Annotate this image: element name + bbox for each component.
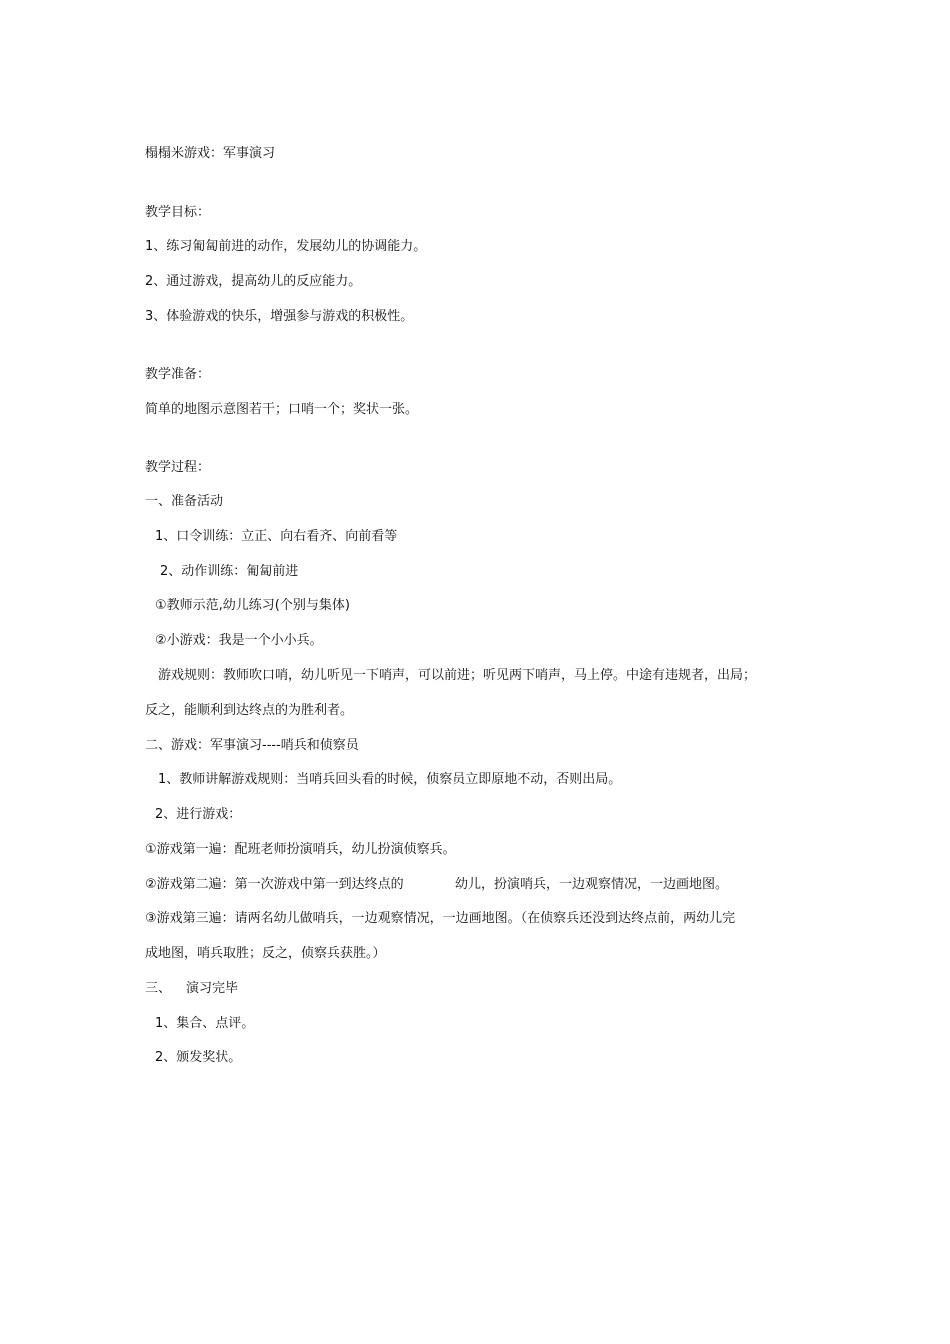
section-item: 1、教师讲解游戏规则：当哨兵回头看的时候，侦察员立即原地不动，否则出局。 — [158, 772, 622, 787]
objective-item: 1、练习匍匐前进的动作，发展幼儿的协调能力。 — [145, 239, 427, 254]
objective-item: 2、通过游戏，提高幼儿的反应能力。 — [145, 274, 362, 289]
game-round-text: ②游戏第二遍：第一次游戏中第一到达终点的 — [145, 877, 404, 892]
section-heading: 三、 — [145, 981, 172, 996]
game-round-text: ③游戏第三遍：请两名幼儿做哨兵，一边观察情况，一边画地图。（在侦察兵还没到达终点前，两幼儿完 — [145, 911, 736, 926]
section-item: 1、集合、点评。 — [155, 1016, 255, 1031]
process-heading: 教学过程： — [145, 460, 211, 475]
document-title: 榻榻米游戏：军事演习 — [145, 146, 276, 161]
game-round-text: 成地图，哨兵取胜；反之，侦察兵获胜。） — [145, 946, 386, 961]
preparation-text: 简单的地图示意图若干；口哨一个；奖状一张。 — [145, 402, 419, 417]
section-item: 1、口令训练：立正、向右看齐、向前看等 — [155, 529, 398, 544]
section-heading: 演习完毕 — [186, 981, 239, 996]
preparation-heading: 教学准备： — [145, 367, 211, 382]
section-subitem: ①教师示范,幼儿练习(个别与集体) — [155, 598, 350, 613]
game-rule-text: 反之，能顺利到达终点的为胜利者。 — [145, 703, 354, 718]
game-rule-text: 游戏规则：教师吹口哨，幼儿听见一下哨声，可以前进；听见两下哨声，马上停。中途有违规者，出局； — [158, 668, 757, 683]
section-subitem: ②小游戏：我是一个小小兵。 — [155, 633, 323, 648]
game-round-text: ①游戏第一遍：配班老师扮演哨兵，幼儿扮演侦察兵。 — [145, 842, 456, 857]
objective-item: 3、体验游戏的快乐，增强参与游戏的积极性。 — [145, 309, 414, 324]
game-round-text: 幼儿，扮演哨兵，一边观察情况，一边画地图。 — [455, 877, 729, 892]
section-item: 2、颁发奖状。 — [155, 1050, 242, 1065]
section-heading: 二、游戏：军事演习----哨兵和侦察员 — [145, 738, 359, 753]
section-item: 2、动作训练：匍匐前进 — [160, 564, 299, 579]
objectives-heading: 教学目标： — [145, 205, 211, 220]
section-heading: 一、准备活动 — [145, 494, 224, 509]
section-item: 2、进行游戏： — [155, 807, 242, 822]
